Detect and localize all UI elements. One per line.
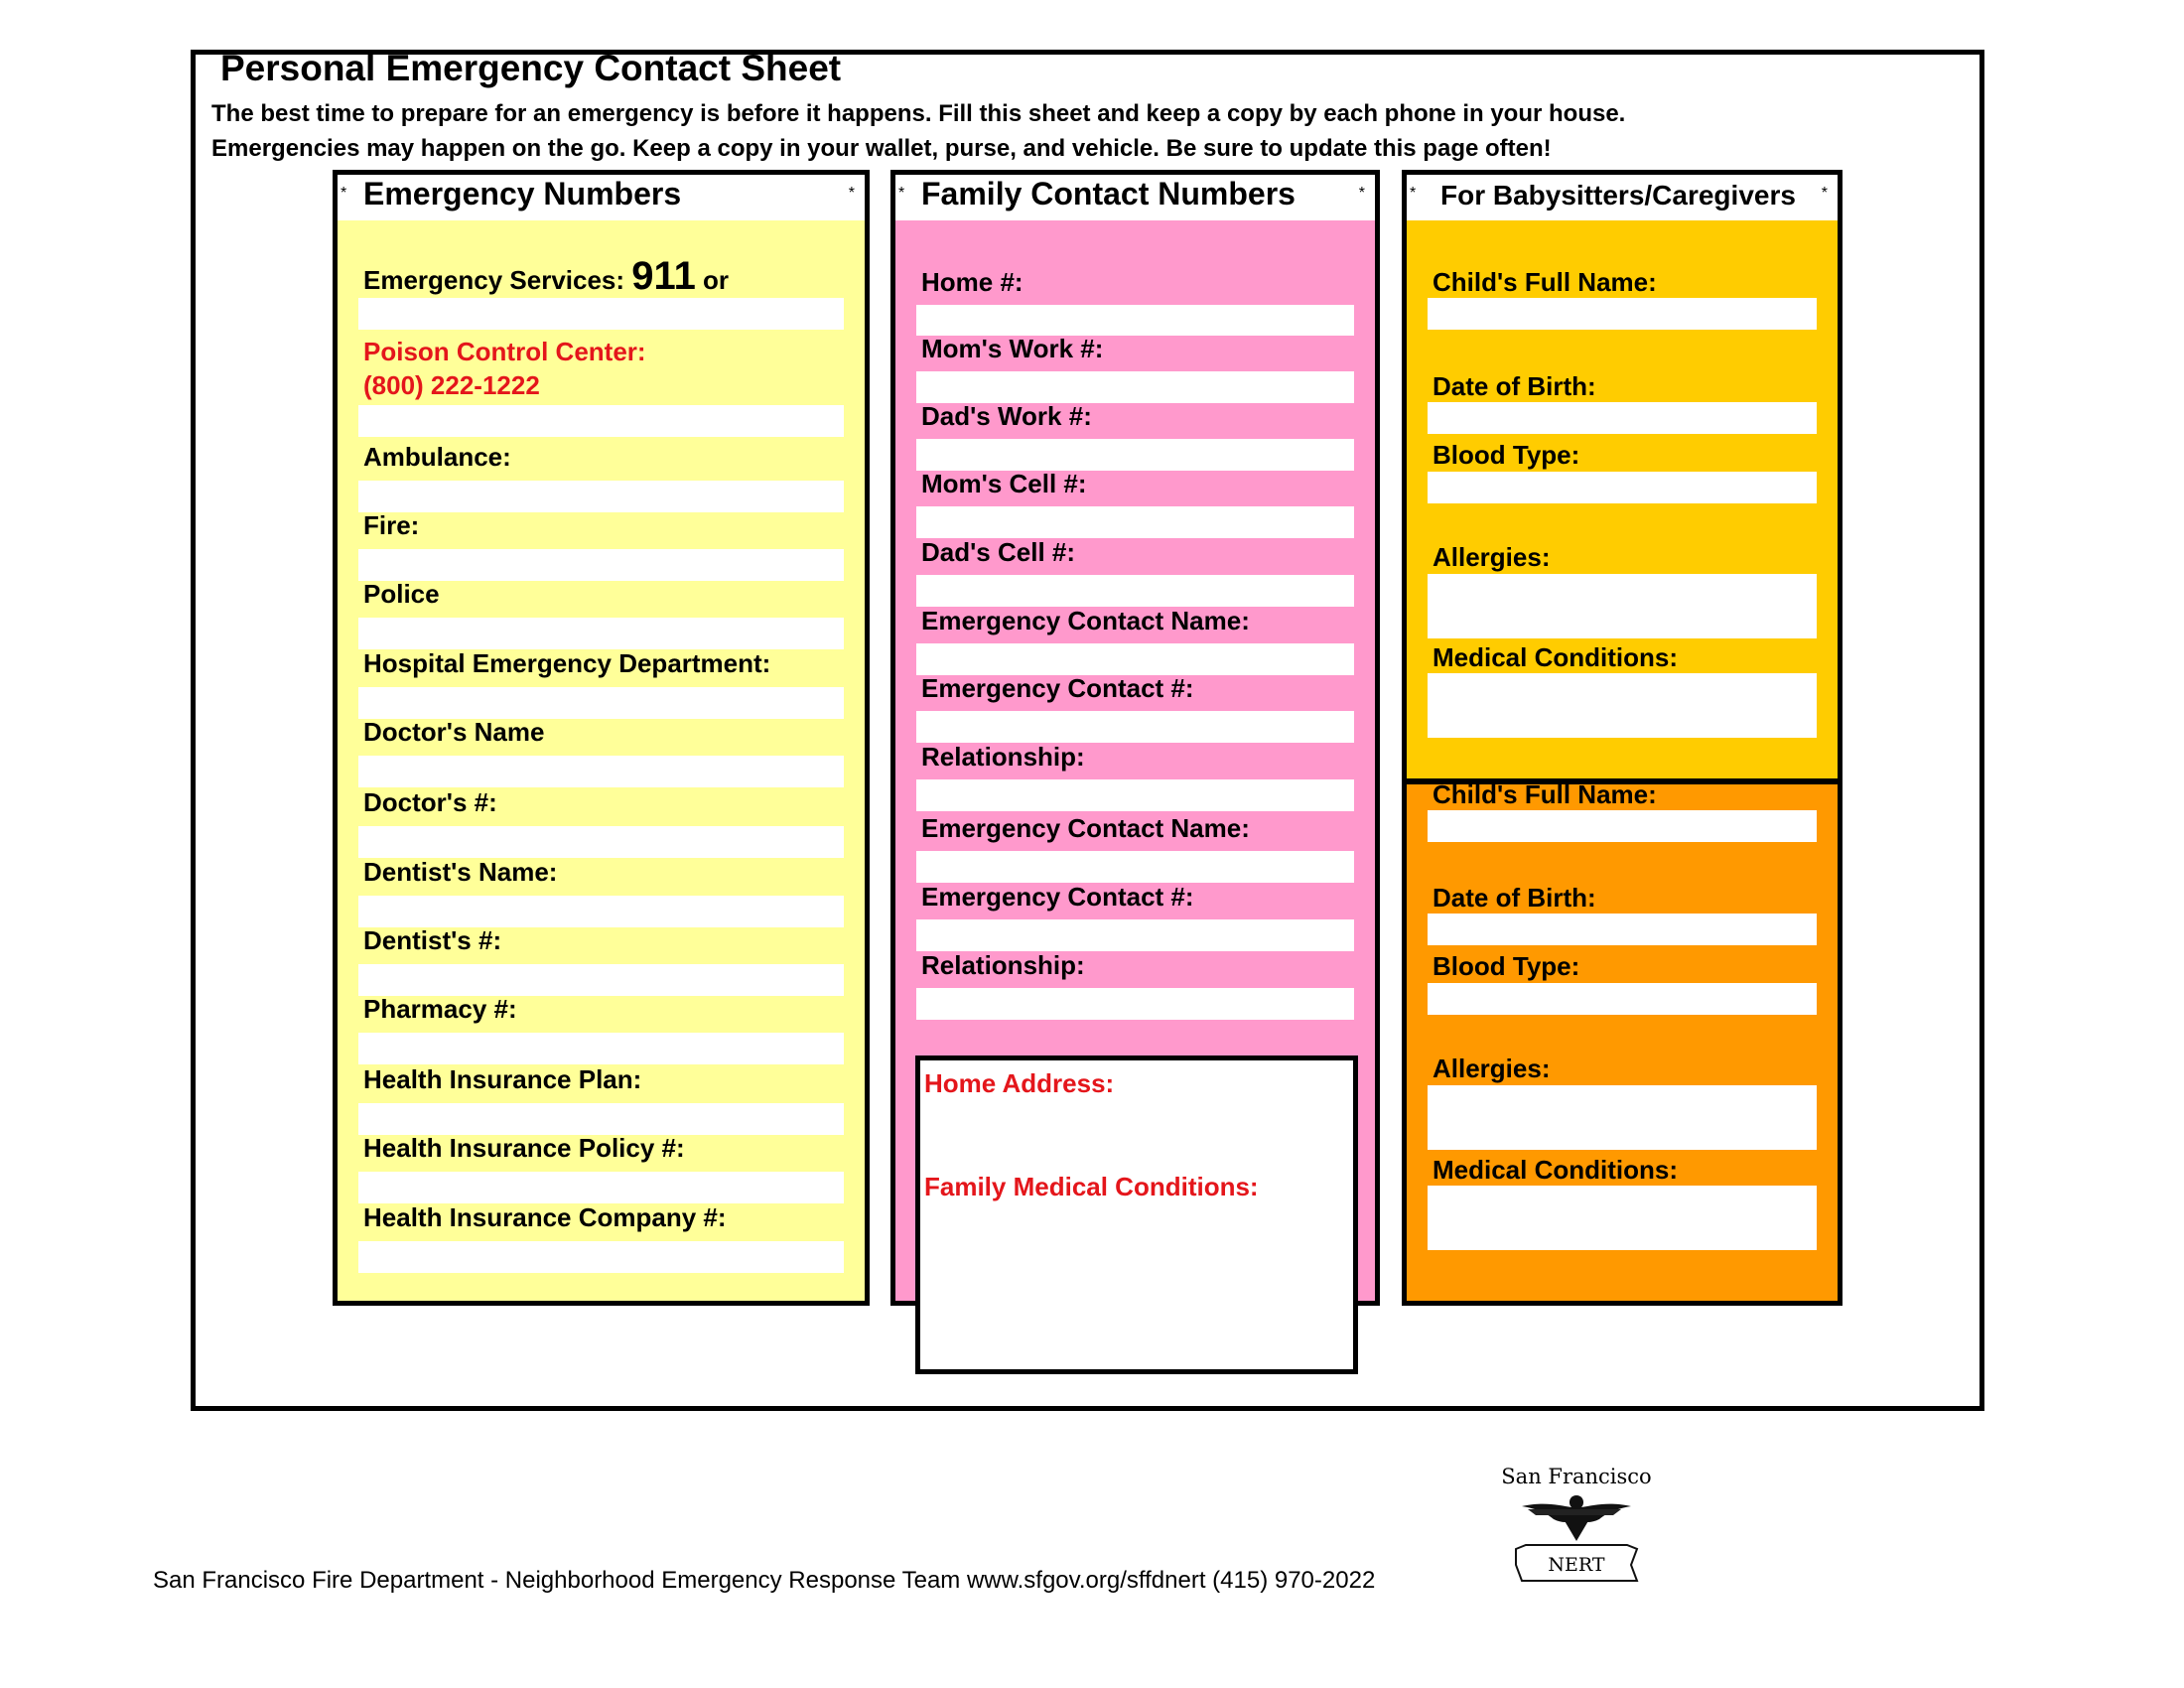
field-label: Emergency Contact #: <box>921 673 1194 703</box>
eagle-icon <box>1522 1495 1631 1541</box>
entry-field[interactable] <box>916 439 1354 471</box>
emergency-services-field[interactable] <box>358 298 844 330</box>
entry-field[interactable] <box>916 643 1354 675</box>
emergency-numbers-column <box>333 170 870 1306</box>
entry-field[interactable] <box>358 1103 844 1135</box>
field-label: Emergency Contact #: <box>921 882 1194 912</box>
poison-control-field[interactable] <box>358 405 844 437</box>
entry-field[interactable] <box>358 481 844 512</box>
field-label: Child's Full Name: <box>1433 779 1657 809</box>
footer-text: San Francisco Fire Department - Neighborhood Emergency Response Team www.sfgov.org/sffdnert (415) 970-2022 <box>153 1567 1376 1594</box>
entry-field[interactable] <box>1428 983 1817 1015</box>
emergency-services-number: 911 <box>631 254 696 298</box>
field-label: Blood Type: <box>1433 951 1580 981</box>
field-label: Fire: <box>363 510 420 540</box>
entry-field[interactable] <box>358 826 844 858</box>
entry-field[interactable] <box>916 919 1354 951</box>
entry-field[interactable] <box>358 1033 844 1064</box>
field-label: Dentist's Name: <box>363 857 558 887</box>
entry-field[interactable] <box>358 1241 844 1273</box>
entry-field[interactable] <box>1428 1085 1817 1150</box>
field-label: Mom's Cell #: <box>921 469 1087 498</box>
field-label: Doctor's Name <box>363 717 545 747</box>
field-label: Mom's Work #: <box>921 334 1104 363</box>
field-label: Police <box>363 579 440 609</box>
babysitters-heading: For Babysitters/Caregivers <box>1440 180 1796 211</box>
entry-field[interactable] <box>1428 1186 1817 1250</box>
entry-field[interactable] <box>358 964 844 996</box>
star-mark: * <box>1410 185 1417 202</box>
field-label: Date of Birth: <box>1433 371 1596 401</box>
entry-field[interactable] <box>1428 402 1817 434</box>
entry-field[interactable] <box>1428 472 1817 503</box>
poison-control-number: (800) 222-1222 <box>363 370 540 400</box>
family-contacts-header <box>895 175 1375 220</box>
entry-field[interactable] <box>916 506 1354 538</box>
star-mark: * <box>898 185 905 202</box>
field-label: Ambulance: <box>363 442 511 472</box>
field-label: Medical Conditions: <box>1433 642 1678 672</box>
field-label: Allergies: <box>1433 542 1551 572</box>
family-notes-box[interactable] <box>915 1055 1358 1374</box>
field-label: Allergies: <box>1433 1054 1551 1083</box>
entry-field[interactable] <box>1428 574 1817 638</box>
field-label: Health Insurance Plan: <box>363 1064 642 1094</box>
field-label: Health Insurance Company #: <box>363 1202 727 1232</box>
emergency-services-label: Emergency Services: 911 or <box>363 254 730 298</box>
home-address-label: Home Address: <box>924 1068 1115 1098</box>
nert-logo <box>1482 1462 1671 1591</box>
field-label: Blood Type: <box>1433 440 1580 470</box>
star-mark: * <box>341 185 347 202</box>
field-label: Dentist's #: <box>363 925 502 955</box>
entry-field[interactable] <box>358 549 844 581</box>
intro-line-2: Emergencies may happen on the go. Keep a copy in your wallet, purse, and vehicle. Be sure to update this page often! <box>211 135 1552 162</box>
field-label: Emergency Contact Name: <box>921 606 1250 635</box>
field-label: Pharmacy #: <box>363 994 517 1024</box>
entry-field[interactable] <box>1428 914 1817 945</box>
logo-banner-text: NERT <box>1548 1554 1605 1576</box>
babysitters-header <box>1407 175 1838 220</box>
star-mark: * <box>848 185 855 202</box>
entry-field[interactable] <box>358 687 844 719</box>
poison-control-label: Poison Control Center: <box>363 337 646 366</box>
babysitters-column <box>1402 170 1843 1306</box>
page-title: Personal Emergency Contact Sheet <box>220 48 842 88</box>
entry-field[interactable] <box>916 988 1354 1020</box>
field-label: Health Insurance Policy #: <box>363 1133 685 1163</box>
entry-field[interactable] <box>1428 298 1817 330</box>
field-label: Home #: <box>921 267 1024 297</box>
field-label: Child's Full Name: <box>1433 267 1657 297</box>
field-label: Dad's Work #: <box>921 401 1092 431</box>
entry-field[interactable] <box>1428 673 1817 738</box>
family-contacts-heading: Family Contact Numbers <box>921 176 1296 211</box>
emergency-numbers-heading: Emergency Numbers <box>363 176 682 211</box>
field-label: Dad's Cell #: <box>921 537 1076 567</box>
entry-field[interactable] <box>358 896 844 927</box>
field-label: Hospital Emergency Department: <box>363 648 771 678</box>
entry-field[interactable] <box>1428 810 1817 842</box>
entry-field[interactable] <box>916 305 1354 337</box>
entry-field[interactable] <box>916 851 1354 883</box>
field-label: Date of Birth: <box>1433 883 1596 913</box>
family-medical-conditions-label: Family Medical Conditions: <box>924 1172 1259 1201</box>
entry-field[interactable] <box>916 575 1354 607</box>
entry-field[interactable] <box>916 779 1354 811</box>
entry-field[interactable] <box>358 618 844 649</box>
field-label: Relationship: <box>921 950 1085 980</box>
field-label: Doctor's #: <box>363 787 497 817</box>
entry-field[interactable] <box>358 756 844 787</box>
entry-field[interactable] <box>358 1172 844 1203</box>
field-label: Emergency Contact Name: <box>921 813 1250 843</box>
field-label: Relationship: <box>921 742 1085 772</box>
entry-field[interactable] <box>916 371 1354 403</box>
emergency-numbers-header <box>338 175 865 220</box>
star-mark: * <box>1358 185 1365 202</box>
logo-top-text: San Francisco <box>1501 1465 1652 1488</box>
entry-field[interactable] <box>916 711 1354 743</box>
field-label: Medical Conditions: <box>1433 1155 1678 1185</box>
star-mark: * <box>1821 185 1828 202</box>
intro-line-1: The best time to prepare for an emergency is before it happens. Fill this sheet and keep a copy by each phone in your house. <box>211 100 1626 127</box>
